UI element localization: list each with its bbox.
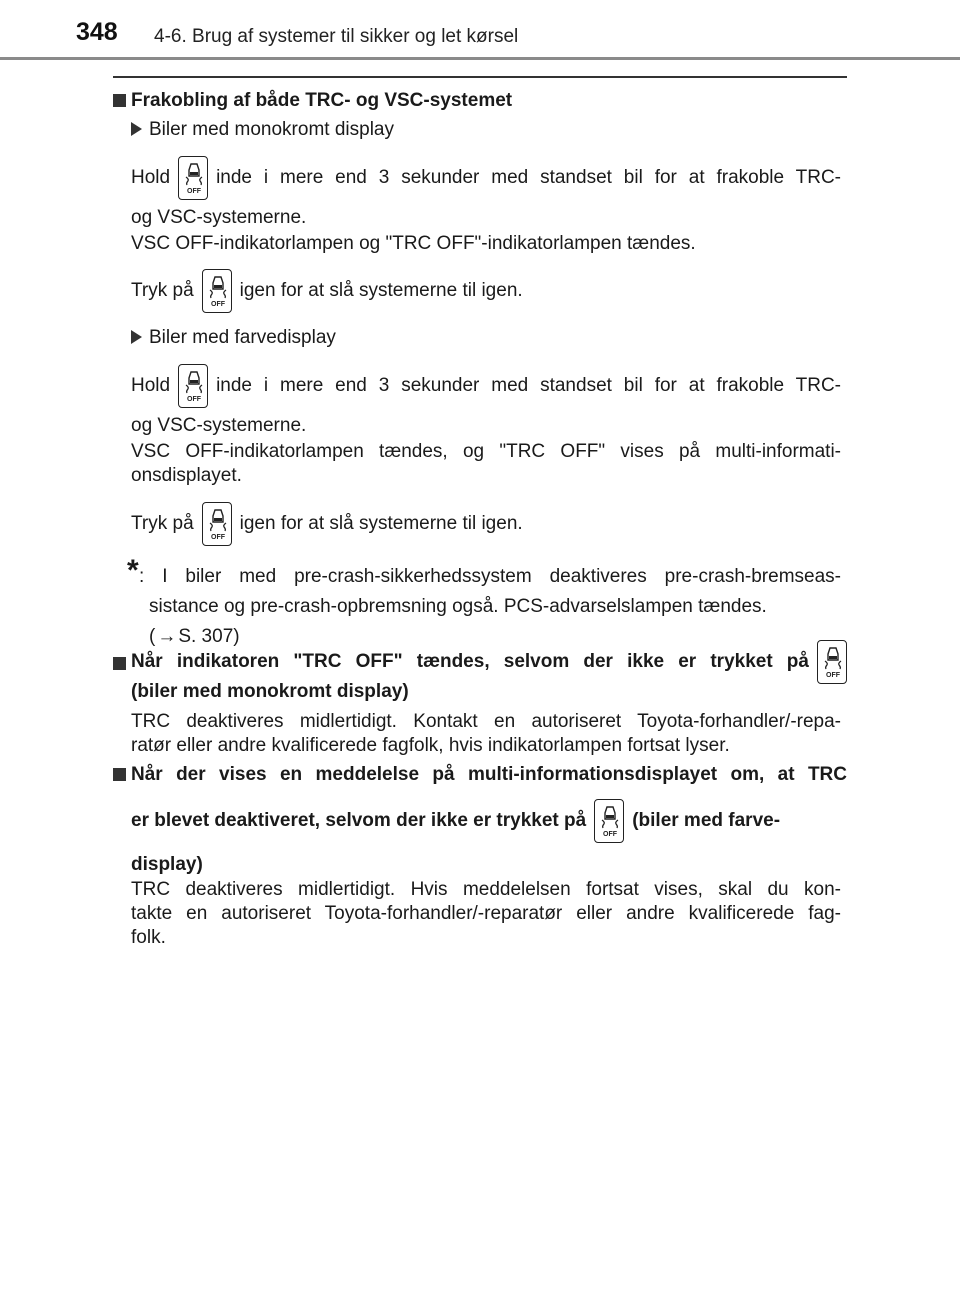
subheading-color: Biler med farvedisplay — [131, 326, 336, 350]
vsc-off-button-icon — [594, 799, 624, 843]
square-bullet-icon — [113, 94, 126, 107]
square-bullet-icon — [113, 657, 126, 670]
section-heading-1: Frakobling af både TRC- og VSC-systemet — [113, 89, 847, 113]
mono-hold-instruction: Hold inde i mere end 3 sekunder med standset bil for at frakoble TRC- og VSC-systemerne. VSC OFF-indikatorlampen og "TRC OFF"-indikatorlampen tændes. — [131, 156, 841, 256]
page-number: 348 — [76, 18, 118, 46]
vsc-off-button-icon — [202, 269, 232, 313]
page-header — [0, 0, 960, 60]
color-press-instruction: Tryk på igen for at slå systemerne til igen. — [131, 502, 841, 546]
square-bullet-icon — [113, 768, 126, 781]
footnote-marker: * — [127, 554, 139, 587]
section-body-3: TRC deaktiveres midlertidigt. Hvis meddelelsen fortsat vises, skal du kon- takte en autoriseret Toyota-forhandler/-reparatør eller andre kvalificerede fag- folk. — [131, 879, 841, 948]
triangle-bullet-icon — [131, 330, 142, 344]
vsc-off-button-icon — [178, 364, 208, 408]
section-heading-3: Når der vises en meddelelse på multi-informationsdisplayet om, at TRC er blevet deaktiveret, selvom der ikke er trykket på (biler med farve- display) — [113, 763, 847, 877]
content-divider — [113, 76, 847, 78]
mono-press-instruction: Tryk på igen for at slå systemerne til igen. — [131, 269, 841, 313]
section-heading-2: Når indikatoren "TRC OFF" tændes, selvom der ikke er trykket på (biler med monokromt display) — [113, 640, 847, 704]
chapter-title: 4-6. Brug af systemer til sikker og let kørsel — [154, 26, 519, 47]
vsc-off-button-icon — [817, 640, 847, 684]
subheading-mono: Biler med monokromt display — [131, 118, 394, 142]
footnote: : I biler med pre-crash-sikkerhedssystem deaktiveres pre-crash-bremseas- sistance og pre-crash-opbremsning også. PCS-advarselslampen tændes. ( → S. 307) — [139, 566, 841, 647]
header-divider — [0, 57, 960, 60]
vsc-off-button-icon — [178, 156, 208, 200]
section-body-2: TRC deaktiveres midlertidigt. Kontakt en autoriseret Toyota-forhandler/-repa- ratør eller andre kvalificerede fagfolk, hvis indikatorlampen fortsat lyser. — [131, 711, 841, 756]
vsc-off-button-icon — [202, 502, 232, 546]
triangle-bullet-icon — [131, 122, 142, 136]
arrow-right-icon: → — [157, 626, 177, 647]
color-hold-instruction: Hold inde i mere end 3 sekunder med standset bil for at frakoble TRC- og VSC-systemerne. VSC OFF-indikatorlampen tændes, og "TRC OFF" vises på multi-informati- onsdisplayet. — [131, 364, 841, 488]
